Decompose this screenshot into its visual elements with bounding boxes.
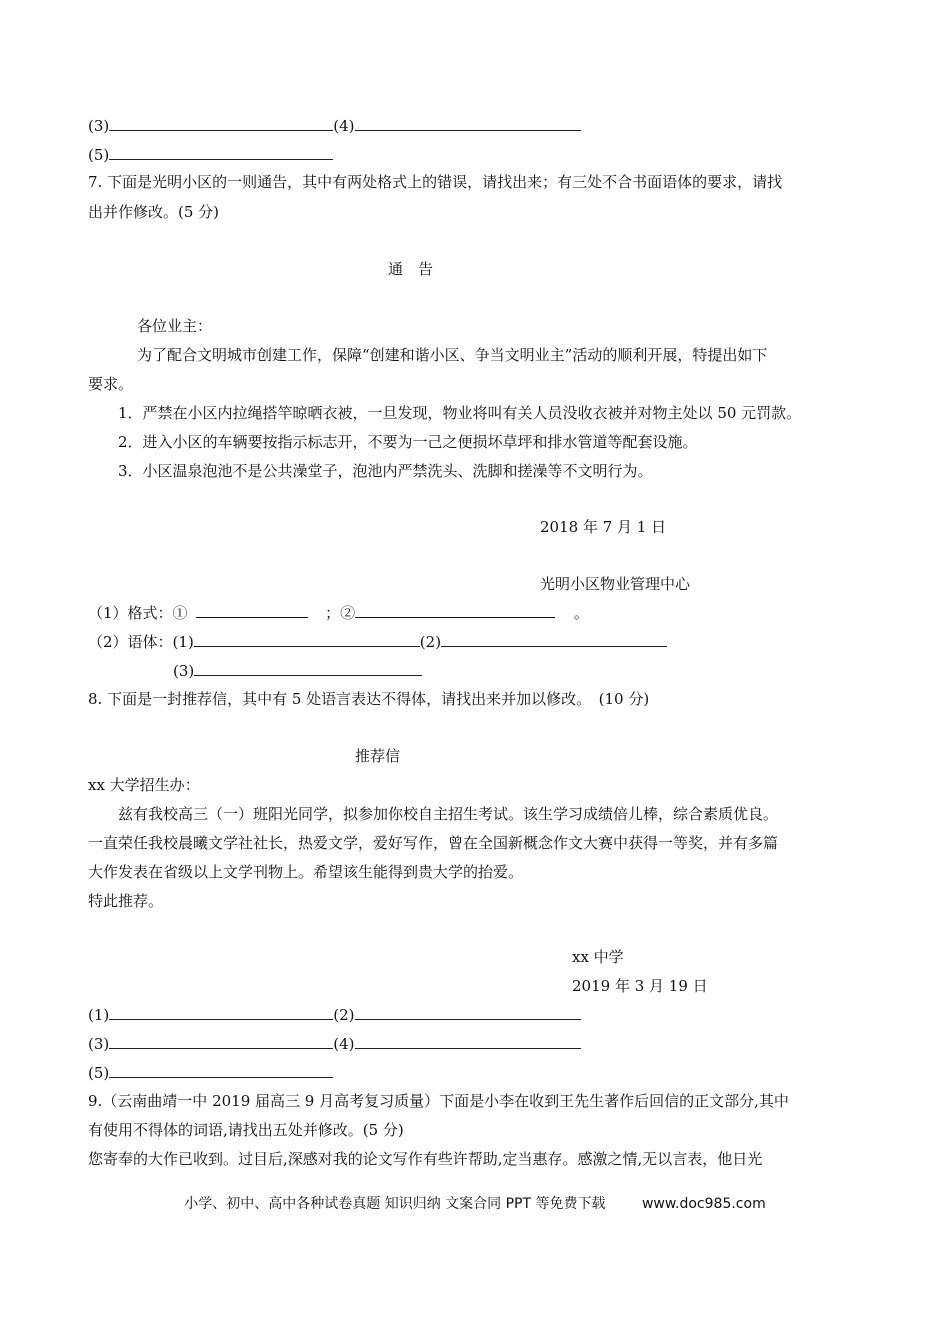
answer-line-3-4: (3) (4) bbox=[88, 1034, 581, 1054]
answer-style-line-3: (3) bbox=[173, 661, 422, 681]
question-7-line1: 7. 下面是光明小区的一则通告，其中有两处格式上的错误，请找出来；有三处不合书面语体的要求，请找 bbox=[88, 173, 783, 191]
notice-item-1: 1．严禁在小区内拉绳搭竿晾晒衣被，一旦发现，物业将叫有关人员没收衣被并对物主处以 50 元罚款。 bbox=[118, 404, 802, 422]
blank-line[interactable] bbox=[196, 603, 308, 618]
question-9-line2: 有使用不得体的词语,请找出五处并修改。(5 分) bbox=[88, 1121, 404, 1139]
question-9-line1: 9.（云南曲靖一中 2019 届高三 9 月高考复习质量）下面是小李在收到王先生著作后回信的正文部分,其中 bbox=[88, 1092, 789, 1110]
blank-line[interactable] bbox=[109, 1034, 333, 1049]
blank-line[interactable] bbox=[355, 1034, 581, 1049]
blank-line[interactable] bbox=[355, 1005, 581, 1020]
notice-greeting: 各位业主： bbox=[137, 317, 213, 335]
answer-line-3: (3) (4) bbox=[88, 116, 581, 136]
letter-addressee: xx 大学招生办： bbox=[88, 776, 200, 794]
notice-signer: 光明小区物业管理中心 bbox=[540, 575, 691, 593]
question-8-line1: 8. 下面是一封推荐信，其中有 5 处语言表达不得体，请找出来并加以修改。 (10 分) bbox=[88, 690, 650, 708]
blank-line[interactable] bbox=[355, 603, 555, 618]
question-9-line3: 您寄奉的大作已收到。过目后,深感对我的论文写作有些许帮助,定当惠存。感激之情,无以言表，他日光 bbox=[88, 1150, 763, 1168]
notice-title: 通 告 bbox=[388, 260, 434, 278]
notice-item-2: 2．进入小区的车辆要按指示标志开，不要为一己之便损坏草坪和排水管道等配套设施。 bbox=[118, 433, 698, 451]
notice-item-3: 3．小区温泉泡池不是公共澡堂子，泡池内严禁洗头、洗脚和搓澡等不文明行为。 bbox=[118, 462, 653, 480]
question-7-line2: 出并作修改。(5 分) bbox=[88, 203, 220, 221]
answer-line-5b: (5) bbox=[88, 1063, 333, 1083]
letter-date: 2019 年 3 月 19 日 bbox=[572, 977, 708, 995]
blank-line[interactable] bbox=[109, 1005, 333, 1020]
answer-format-line: （1）格式：① ；② 。 bbox=[88, 604, 589, 622]
blank-line[interactable] bbox=[194, 661, 422, 676]
letter-body-3: 大作发表在省级以上文学刊物上。希望该生能得到贵大学的抬爱。 bbox=[88, 863, 524, 881]
letter-body-2: 一直荣任我校晨曦文学社社长，热爱文学，爱好写作，曾在全国新概念作文大赛中获得一等奖，并有多篇 bbox=[88, 834, 779, 852]
blank-line[interactable] bbox=[194, 632, 420, 647]
letter-closing: 特此推荐。 bbox=[88, 892, 164, 910]
footer-text: 小学、初中、高中各种试卷真题 知识归纳 文案合同 PPT 等免费下载 bbox=[184, 1196, 606, 1212]
blank-line[interactable] bbox=[109, 116, 333, 131]
page-footer bbox=[0, 1193, 950, 1213]
blank-line[interactable] bbox=[109, 1063, 333, 1078]
footer-url[interactable]: www.doc985.com bbox=[641, 1196, 766, 1212]
blank-line[interactable] bbox=[109, 145, 333, 160]
notice-intro-1: 为了配合文明城市创建工作，保障“创建和谐小区、争当文明业主”活动的顺利开展，特提出如下 bbox=[137, 346, 768, 364]
letter-title: 推荐信 bbox=[355, 747, 401, 765]
letter-body-1: 兹有我校高三（一）班阳光同学，拟参加你校自主招生考试。该生学习成绩倍儿棒，综合素质优良。 bbox=[118, 805, 779, 823]
notice-date: 2018 年 7 月 1 日 bbox=[540, 518, 667, 536]
blank-line[interactable] bbox=[441, 632, 667, 647]
blank-line[interactable] bbox=[355, 116, 581, 131]
letter-signer: xx 中学 bbox=[572, 948, 624, 966]
answer-line-5: (5) bbox=[88, 145, 333, 165]
answer-style-line: （2）语体：(1) (2) bbox=[88, 632, 667, 652]
answer-line-1-2: (1) (2) bbox=[88, 1005, 581, 1025]
notice-intro-2: 要求。 bbox=[88, 375, 134, 393]
